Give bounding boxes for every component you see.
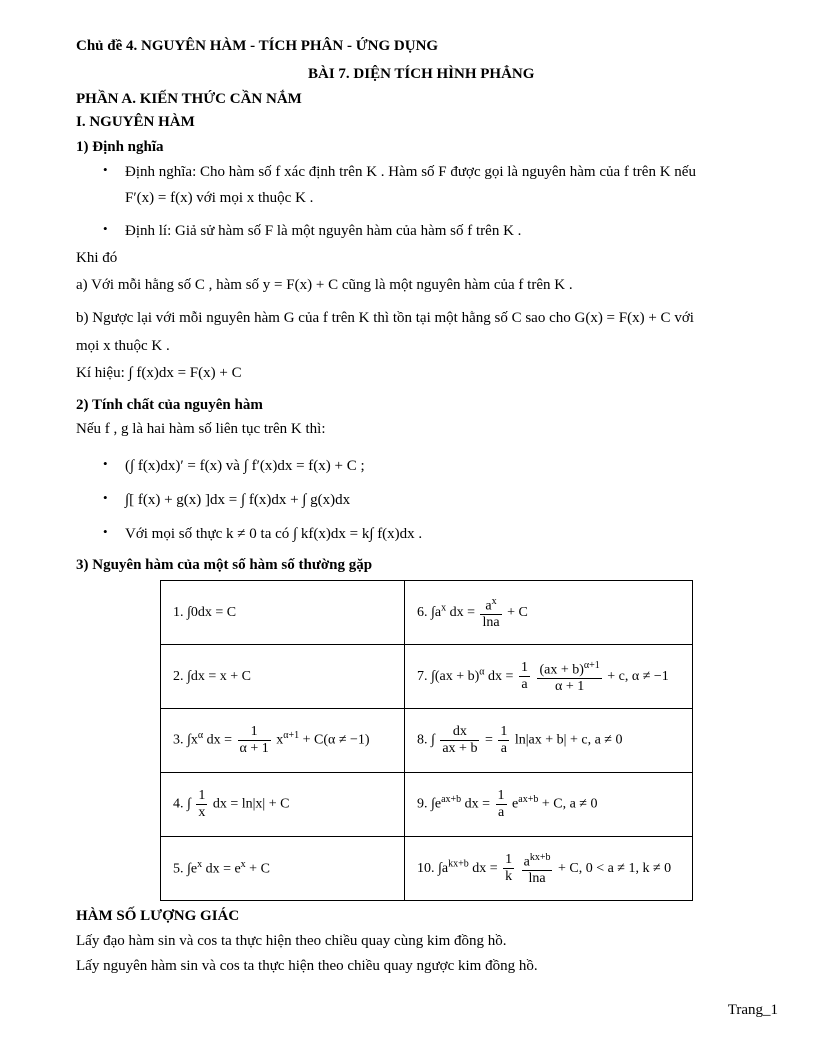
formula-text: 7. ∫(ax + b) — [417, 668, 480, 684]
theorem-line: Định lí: Giả sử hàm số F là một nguyên hàm của hàm số f trên K . — [125, 223, 522, 239]
property-1: (∫ f(x)dx)′ = f(x) và ∫ f′(x)dx = f(x) + C ; — [125, 458, 365, 474]
statement-a: a) Với mỗi hằng số C , hàm số y = F(x) + C cũng là một nguyên hàm của f trên K . — [76, 277, 573, 293]
formula-text: dx = — [206, 732, 232, 748]
formula-cell-5 — [161, 837, 405, 901]
trig-heading: HÀM SỐ LƯỢNG GIÁC — [76, 908, 240, 924]
denominator: x — [198, 805, 206, 820]
denominator: α + 1 — [554, 679, 585, 695]
table-row — [161, 645, 693, 709]
numerator: a — [523, 854, 530, 870]
formula-cell-2 — [161, 645, 405, 709]
definition-line-2: F′(x) = f(x) với mọi x thuộc K . — [125, 190, 314, 206]
fraction — [503, 852, 514, 885]
formula-text: dx = ln|x| + C — [212, 796, 290, 812]
formula-sup: x — [197, 859, 203, 871]
formula-sup: α — [197, 730, 204, 742]
formula-text: 8. ∫ — [417, 732, 435, 748]
fraction — [522, 850, 553, 888]
formula-cell-3 — [161, 709, 405, 773]
numerator: 1 — [505, 852, 513, 867]
denominator: α + 1 — [239, 741, 269, 756]
formula-text: 2. ∫dx = x + C — [173, 668, 251, 684]
bullet-icon: • — [103, 524, 108, 539]
definition-line-1: Định nghĩa: Cho hàm số f xác định trên K . Hàm số F được gọi là nguyên hàm của f trên K nếu — [125, 164, 696, 180]
formula-cell-10 — [405, 837, 693, 901]
formula-sup: x — [240, 859, 246, 871]
numerator: 1 — [500, 724, 508, 739]
statement-b-line-1: b) Ngược lại với mỗi nguyên hàm G của f trên K thì tồn tại một hằng số C sao cho G(x) = F(x) + C với — [76, 310, 694, 326]
formula-sup: x — [491, 595, 497, 607]
formula-text: dx = — [449, 604, 475, 620]
formula-text: dx = — [464, 796, 491, 812]
lesson-title: BÀI 7. DIỆN TÍCH HÌNH PHẲNG — [308, 66, 535, 82]
table-row — [161, 581, 693, 645]
fraction — [196, 788, 207, 821]
formula-text: + C, a ≠ 0 — [541, 796, 598, 812]
formula-sup: kx+b — [529, 851, 551, 863]
property-3: Với mọi số thực k ≠ 0 ta có ∫ kf(x)dx = k∫ f(x)dx . — [125, 526, 423, 542]
formula-text: e — [512, 796, 519, 812]
numerator: 1 — [497, 788, 505, 803]
denominator: ax + b — [442, 741, 478, 756]
fraction — [498, 724, 509, 757]
table-row — [161, 709, 693, 773]
formula-sup: α+1 — [283, 730, 300, 742]
notation-line: Kí hiệu: ∫ f(x)dx = F(x) + C — [76, 365, 242, 381]
formula-text: = — [484, 732, 493, 748]
table-row — [161, 837, 693, 901]
formula-text: 6. ∫a — [417, 604, 442, 620]
formula-cell-1 — [161, 581, 405, 645]
formula-cell-8 — [405, 709, 693, 773]
bullet-icon: • — [103, 456, 108, 471]
definition-heading: 1) Định nghĩa — [76, 139, 164, 155]
formula-text: 5. ∫e — [173, 861, 198, 877]
numerator: (ax + b) — [539, 662, 584, 678]
formula-text: ln|ax + b| + c, a ≠ 0 — [514, 732, 623, 748]
part-a-heading: PHẦN A. KIẾN THỨC CẦN NẮM — [76, 91, 302, 107]
formula-sup: ax+b — [518, 794, 539, 806]
formula-text: dx = — [488, 668, 514, 684]
page-number: Trang_1 — [727, 1002, 778, 1018]
formula-text: + c, α ≠ −1 — [607, 668, 669, 684]
numerator: 1 — [198, 788, 206, 803]
antiderivative-table — [160, 580, 693, 901]
formula-text: dx = — [472, 860, 498, 876]
formula-sup: ax+b — [441, 794, 462, 806]
formula-cell-9 — [405, 773, 693, 837]
denominator: lna — [482, 615, 500, 631]
denominator: a — [521, 677, 528, 692]
properties-intro: Nếu f , g là hai hàm số liên tục trên K thì: — [76, 421, 326, 437]
formula-sup: α+1 — [583, 659, 600, 671]
trig-line-2: Lấy nguyên hàm sin và cos ta thực hiện theo chiều quay ngược kim đồng hồ. — [76, 958, 538, 974]
formula-text: 4. ∫ — [173, 796, 191, 812]
denominator: k — [505, 869, 513, 884]
fraction — [537, 658, 601, 696]
denominator: a — [497, 805, 505, 820]
formula-text: + C, 0 < a ≠ 1, k ≠ 0 — [557, 860, 672, 876]
formula-text: dx = e — [205, 861, 241, 877]
formula-sup: kx+b — [448, 858, 469, 870]
fraction — [496, 788, 507, 821]
bullet-icon: • — [103, 221, 108, 236]
formula-text: x — [276, 732, 284, 748]
statement-b-line-2: mọi x thuộc K . — [76, 338, 170, 354]
properties-heading: 2) Tính chất của nguyên hàm — [76, 397, 263, 413]
formula-text: 1. ∫0dx = C — [173, 604, 237, 620]
formula-text: 9. ∫e — [417, 796, 442, 812]
topic-title: Chủ đề 4. NGUYÊN HÀM - TÍCH PHÂN - ỨNG DỤNG — [76, 38, 439, 54]
property-2: ∫[ f(x) + g(x) ]dx = ∫ f(x)dx + ∫ g(x)dx — [125, 492, 351, 508]
fraction — [480, 594, 501, 632]
denominator: a — [500, 741, 507, 756]
numerator: dx — [440, 724, 479, 741]
formula-sup: α — [479, 666, 485, 678]
numerator: 1 — [520, 660, 528, 675]
fraction — [440, 724, 479, 757]
formula-text: + C — [249, 861, 270, 877]
bullet-icon: • — [103, 162, 108, 177]
denominator: lna — [528, 871, 546, 887]
numerator: a — [485, 598, 492, 614]
formula-text: + C — [507, 604, 528, 620]
fraction — [519, 660, 530, 693]
khi-do-text: Khi đó — [76, 250, 118, 266]
formula-text: 3. ∫x — [173, 732, 198, 748]
section-1-heading: I. NGUYÊN HÀM — [76, 114, 195, 130]
numerator: 1 — [238, 724, 271, 741]
formula-cell-6 — [405, 581, 693, 645]
fraction — [238, 724, 271, 757]
formula-cell-7 — [405, 645, 693, 709]
formula-cell-4 — [161, 773, 405, 837]
formula-text: 10. ∫a — [417, 860, 449, 876]
trig-line-1: Lấy đạo hàm sin và cos ta thực hiện theo chiều quay cùng kim đồng hồ. — [76, 933, 507, 949]
formula-text: + C(α ≠ −1) — [302, 732, 370, 748]
common-antiderivatives-heading: 3) Nguyên hàm của một số hàm số thường gặp — [76, 557, 373, 573]
bullet-icon: • — [103, 490, 108, 505]
formula-sup: x — [441, 602, 447, 614]
table-row — [161, 773, 693, 837]
